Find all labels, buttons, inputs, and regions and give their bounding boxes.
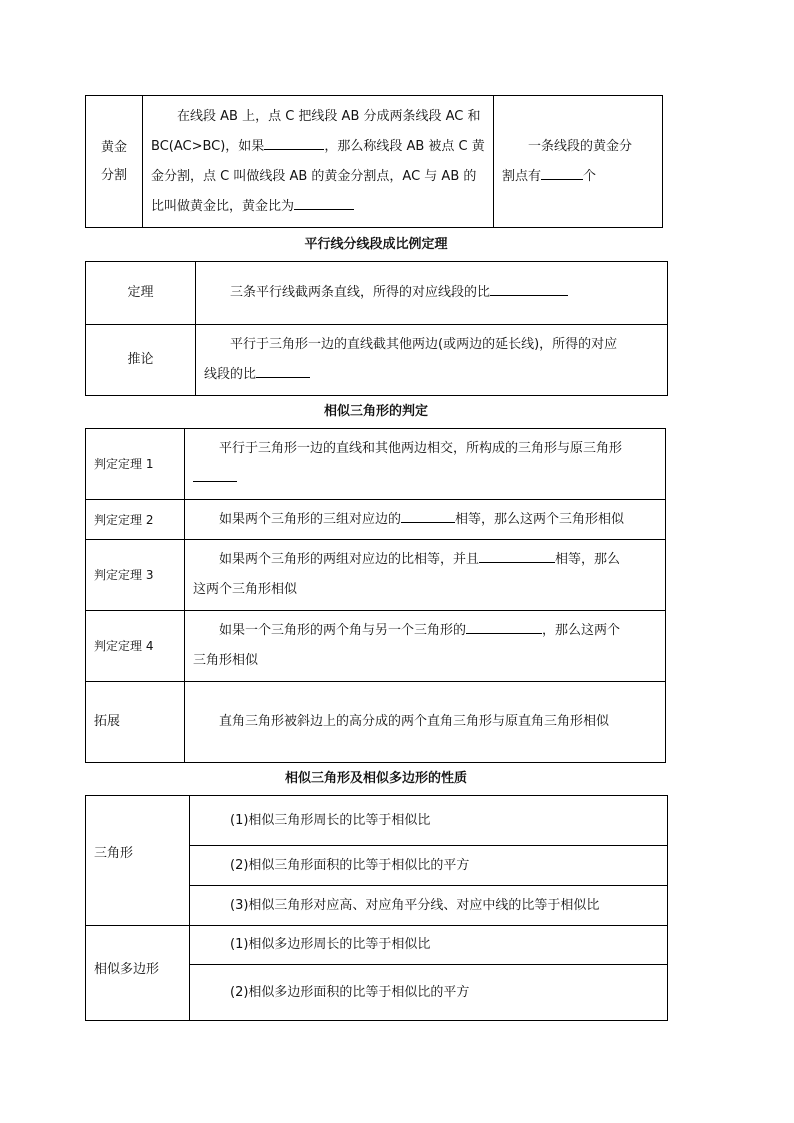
criteria-3-text-b: 相等，那么 xyxy=(555,552,621,567)
criteria-row-3 xyxy=(185,540,666,611)
criteria-label-3: 判定定理 3 xyxy=(86,540,185,611)
golden-points-cell xyxy=(494,96,663,228)
golden-section-definition xyxy=(143,96,494,228)
properties-polygon-label: 相似多边形 xyxy=(86,926,190,1021)
criteria-2-text-b: 相等，那么这两个三角形相似 xyxy=(455,511,625,527)
triangle-property-1: (1)相似三角形周长的比等于相似比 xyxy=(190,796,668,846)
parallel-row-label-theorem: 定理 xyxy=(86,262,196,325)
golden-points-blank[interactable] xyxy=(541,163,583,180)
polygon-property-1: (1)相似多边形周长的比等于相似比 xyxy=(190,926,668,965)
parallel-corollary-line2: 线段的比 xyxy=(204,367,257,382)
golden-side-line2: 割点有 个 xyxy=(502,162,654,192)
criteria-row-4 xyxy=(185,611,666,682)
criteria-label-2: 判定定理 2 xyxy=(86,500,185,540)
parallel-corollary-blank[interactable] xyxy=(256,361,310,378)
criteria-label-extension: 拓展 xyxy=(86,682,185,763)
criteria-3-text-a: 如果两个三角形的两组对应边的比相等，并且 xyxy=(219,552,480,567)
parallel-row-theorem xyxy=(196,262,668,325)
parallel-theorem-text: 三条平行线截两条直线，所得的对应线段的比 xyxy=(230,285,491,300)
criteria-4-line2: 三角形相似 xyxy=(193,653,259,668)
criteria-3-blank[interactable] xyxy=(479,546,555,563)
golden-ratio-blank[interactable] xyxy=(294,193,354,210)
golden-section-table xyxy=(85,95,663,228)
triangle-property-3: (3)相似三角形对应高、对应角平分线、对应中线的比等于相似比 xyxy=(190,886,668,926)
criteria-label-1: 判定定理 1 xyxy=(86,429,185,500)
criteria-row-1 xyxy=(185,429,666,500)
golden-desc-line3: 金分割，点 C 叫做线段 AB 的黄金分割点，AC 与 AB 的 xyxy=(151,168,477,184)
criteria-4-text-b: ，那么这两个 xyxy=(542,623,621,638)
criteria-extension-text: 直角三角形被斜边上的高分成的两个直角三角形与原直角三角形相似 xyxy=(219,714,610,729)
parallel-theorem-title: 平行线分线段成比例定理 xyxy=(304,237,448,252)
similar-criteria-title: 相似三角形的判定 xyxy=(323,404,428,419)
criteria-1-text: 平行于三角形一边的直线和其他两边相交，所构成的三角形与原三角形 xyxy=(219,441,623,456)
parallel-corollary-line1: 平行于三角形一边的直线截其他两边(或两边的延长线)，所得的对应 xyxy=(230,337,618,352)
criteria-2-blank[interactable] xyxy=(401,506,455,523)
properties-table xyxy=(85,795,668,1021)
criteria-row-extension xyxy=(185,682,666,763)
polygon-property-2: (2)相似多边形面积的比等于相似比的平方 xyxy=(190,965,668,1021)
criteria-1-blank[interactable] xyxy=(193,465,237,482)
criteria-2-text-a: 如果两个三角形的三组对应边的 xyxy=(219,511,402,527)
golden-desc-line2: BC(AC>BC)，如果 ，那么称线段 AB 被点 C 黄 xyxy=(151,132,485,162)
properties-title: 相似三角形及相似多边形的性质 xyxy=(284,771,467,786)
properties-triangle-label: 三角形 xyxy=(86,796,190,926)
golden-condition-blank[interactable] xyxy=(264,133,324,150)
criteria-4-blank[interactable] xyxy=(466,617,542,634)
parallel-theorem-blank[interactable] xyxy=(490,279,568,296)
criteria-label-4: 判定定理 4 xyxy=(86,611,185,682)
golden-desc-line1: 在线段 AB 上，点 C 把线段 AB 分成两条线段 AC 和 xyxy=(177,108,481,124)
golden-section-label xyxy=(86,96,143,228)
criteria-3-line2: 这两个三角形相似 xyxy=(193,582,298,597)
golden-side-line1: 一条线段的黄金分 xyxy=(528,138,633,154)
criteria-row-2 xyxy=(185,500,666,540)
golden-label-line1: 黄金 xyxy=(100,139,127,155)
criteria-4-text-a: 如果一个三角形的两个角与另一个三角形的 xyxy=(219,623,467,638)
golden-desc-line4: 比叫做黄金比，黄金比为 xyxy=(151,192,485,222)
golden-label-line2: 分割 xyxy=(100,167,127,183)
parallel-row-corollary xyxy=(196,325,668,396)
parallel-theorem-table xyxy=(85,261,668,396)
triangle-property-2: (2)相似三角形面积的比等于相似比的平方 xyxy=(190,846,668,886)
parallel-row-label-corollary: 推论 xyxy=(86,325,196,396)
similar-criteria-table xyxy=(85,428,666,763)
